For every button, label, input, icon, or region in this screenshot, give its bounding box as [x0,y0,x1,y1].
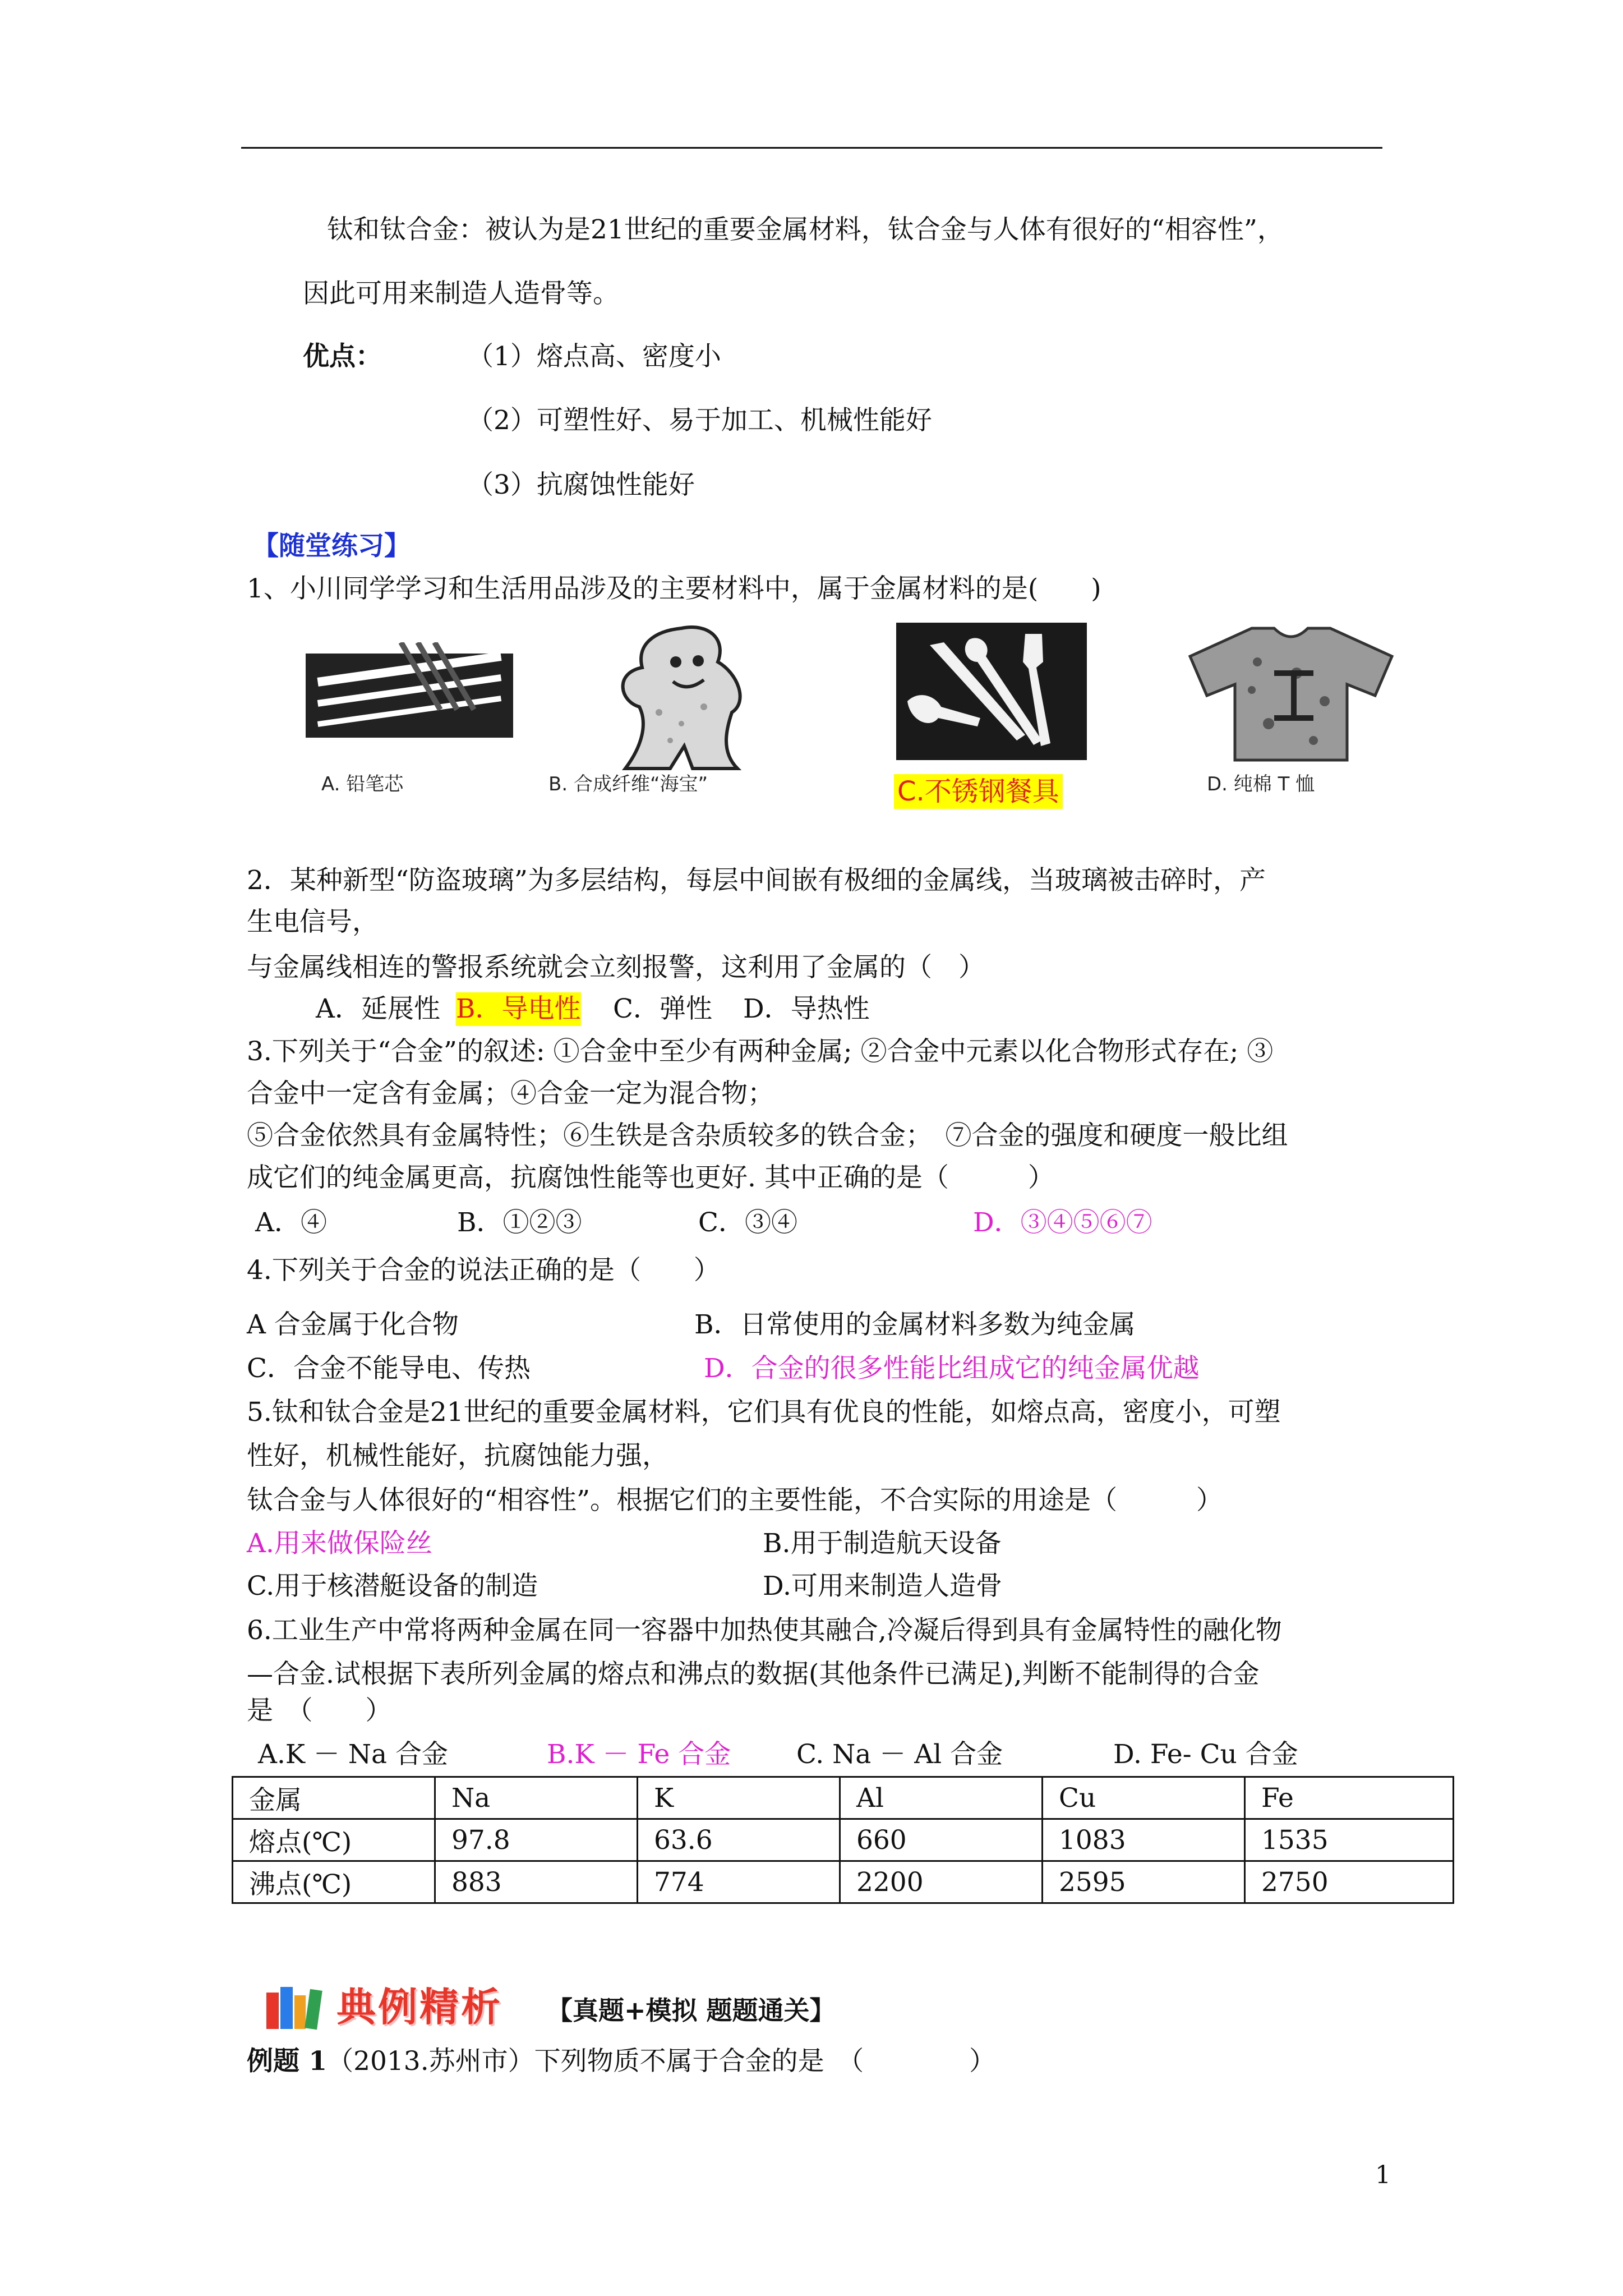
table-cell: 熔点(℃) [233,1819,435,1861]
q1-caption-c: C.不锈钢餐具 [894,774,1063,809]
q3-line-3: ⑤合金依然具有金属特性；⑥生铁是含杂质较多的铁合金； ⑦合金的强度和硬度一般比组 [247,1120,1288,1151]
q3-line-2: 合金中一定含有金属；④合金一定为混合物； [247,1078,774,1109]
q5-line-2: 性好，机械性能好，抗腐蚀能力强， [247,1441,668,1471]
q5-option-a: A.用来做保险丝 [247,1528,432,1559]
q4-option-b: B．日常使用的金属材料多数为纯金属 [694,1309,1136,1340]
table-cell: 774 [638,1861,840,1903]
q2-option-a: A．延展性 [316,993,440,1024]
q1-caption-b: B. 合成纤维“海宝” [548,773,708,795]
q2-line-3: 与金属线相连的警报系统就会立刻报警，这利用了金属的（ ） [247,952,985,983]
q3-option-d: D．③④⑤⑥⑦ [973,1207,1152,1238]
advantages-label: 优点： [303,341,382,372]
q5-line-1: 5.钛和钛合金是21世纪的重要金属材料，它们具有优良的性能，如熔点高，密度小，可塑 [247,1397,1281,1428]
q2-option-b: B．导电性 [456,992,581,1026]
q1-caption-a: A. 铅笔芯 [321,773,404,795]
q4-text: 4.下列关于合金的说法正确的是（ ） [247,1255,720,1286]
example-1 [247,2045,995,2078]
q1-text: 1、小川同学学习和生活用品涉及的主要材料中，属于金属材料的是( ) [247,573,1101,604]
q6-option-c: C. Na － Al 合金 [796,1739,1003,1770]
q3-option-c: C．③④ [698,1207,797,1238]
advantage-3: （3）抗腐蚀性能好 [467,470,695,500]
table-header-cell: 金属 [233,1777,435,1819]
haibao-image [597,617,766,780]
q6-line-3: 是 （ ） [247,1695,392,1726]
table-cell: 沸点(℃) [233,1861,435,1903]
q4-option-a: A 合金属于化合物 [247,1309,459,1340]
table-row [233,1861,1454,1903]
q4-option-c: C．合金不能导电、传热 [247,1353,531,1384]
page-number: 1 [1375,2161,1391,2189]
advantage-1: （1）熔点高、密度小 [467,341,721,372]
table-cell: 1535 [1245,1819,1454,1861]
table-header-cell: Fe [1245,1777,1454,1819]
intro-line-1: 钛和钛合金：被认为是21世纪的重要金属材料，钛合金与人体有很好的“相容性”， [327,214,1284,245]
q3-option-a: A．④ [255,1207,327,1238]
example-1-text: （2013.苏州市）下列物质不属于合金的是 （ ） [327,2046,996,2077]
q3-line-1: 3.下列关于“合金”的叙述: ①合金中至少有两种金属; ②合金中元素以化合物形式存在; ③ [247,1036,1274,1067]
q5-option-b: B.用于制造航天设备 [763,1528,1002,1559]
table-cell: 2750 [1245,1861,1454,1903]
table-header-cell: Al [840,1777,1043,1819]
q3-option-b: B．①②③ [457,1207,582,1238]
q3-line-4: 成它们的纯金属更高，抗腐蚀性能等也更好. 其中正确的是（ ） [247,1162,1054,1193]
table-header-cell: K [638,1777,840,1819]
metal-data-table [232,1776,1454,1904]
q6-option-b: B.K － Fe 合金 [547,1739,731,1770]
q1-caption-d: D. 纯棉 T 恤 [1207,773,1315,795]
q2-line-1: 2．某种新型“防盗玻璃”为多层结构，每层中间嵌有极细的金属线，当玻璃被击碎时，产 [247,865,1266,896]
table-cell: 2200 [840,1861,1043,1903]
table-cell: 660 [840,1819,1043,1861]
advantage-2: （2）可塑性好、易于加工、机械性能好 [467,405,932,436]
q4-option-d: D．合金的很多性能比组成它的纯金属优越 [704,1353,1200,1384]
q2-option-c: C．弹性 [613,993,712,1024]
cutlery-image [896,623,1087,760]
table-cell: 2595 [1043,1861,1245,1903]
books-icon [264,1981,325,2032]
table-cell: 1083 [1043,1819,1245,1861]
pencil-lead-image [306,642,519,749]
tshirt-image [1184,623,1398,763]
table-header-cell: Na [435,1777,638,1819]
example-1-label: 例题 1 [247,2046,328,2077]
q6-option-d: D. Fe- Cu 合金 [1113,1739,1298,1770]
practice-heading: 【随堂练习】 [252,531,411,562]
q6-line-1: 6.工业生产中常将两种金属在同一容器中加热使其融合,冷凝后得到具有金属特性的融化物 [247,1615,1282,1646]
q5-option-d: D.可用来制造人造骨 [763,1571,1002,1602]
banner-title: 典例精析 [336,1984,502,2030]
intro-line-2: 因此可用来制造人造骨等。 [303,278,619,309]
table-cell: 97.8 [435,1819,638,1861]
banner-subtitle: 【真题+模拟 题题通关】 [547,1995,836,2026]
q2-option-d: D．导热性 [743,993,870,1024]
table-cell: 63.6 [638,1819,840,1861]
q2-line-2: 生电信号， [247,907,379,937]
table-header-cell: Cu [1043,1777,1245,1819]
header-rule [241,147,1382,149]
q6-option-a: A.K － Na 合金 [258,1739,448,1770]
table-cell: 883 [435,1861,638,1903]
table-row [233,1819,1454,1861]
q5-line-3: 钛合金与人体很好的“相容性”。根据它们的主要性能，不合实际的用途是（ ） [247,1485,1223,1516]
q6-line-2: —合金.试根据下表所列金属的熔点和沸点的数据(其他条件已满足),判断不能制得的合金 [247,1659,1260,1690]
q5-option-c: C.用于核潜艇设备的制造 [247,1571,538,1602]
table-header-row [233,1777,1454,1819]
